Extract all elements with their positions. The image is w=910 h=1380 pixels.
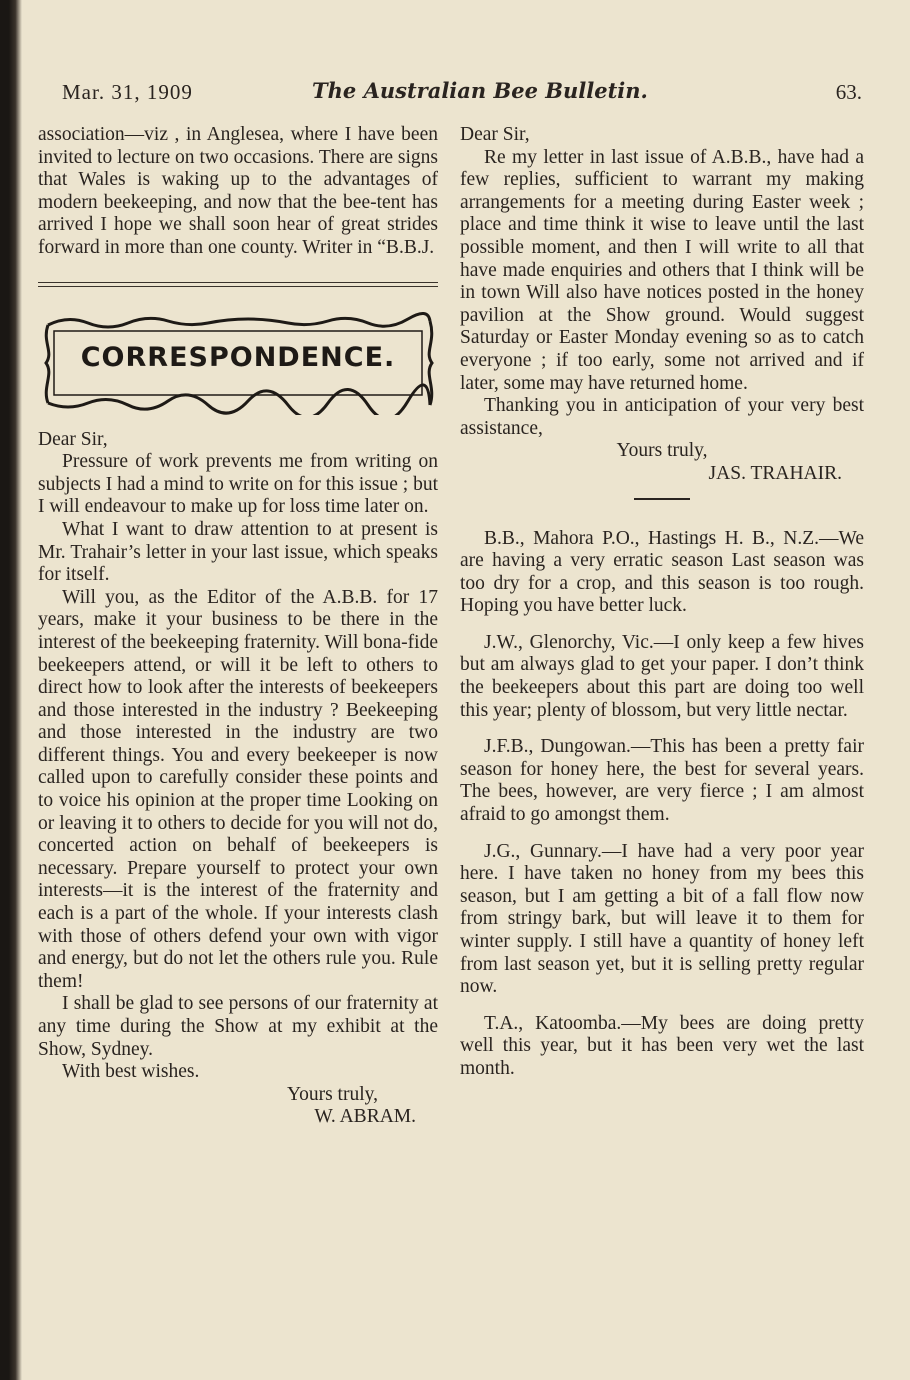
letter-signature: W. ABRAM. [314, 1106, 416, 1128]
publication-title: The Australian Bee Bulletin. [312, 78, 648, 103]
letter-closing: With best wishes. [62, 1061, 200, 1083]
reader-note: J.W., Glenorchy, Vic.—I only keep a few hives but am always glad to get your paper. I don’t think the beekeepers about this part are doing too well this year; plenty of blossom, but very little nectar. [460, 631, 864, 721]
section-divider [38, 282, 438, 287]
issue-date: Mar. 31, 1909 [62, 80, 193, 104]
letter-paragraph: Thanking you in anticipation of your very best assistance, [460, 395, 864, 439]
intro-paragraph: association—viz , in Anglesea, where I have been invited to lecture on two occasions. There are signs that Wales is waking up to the advantages of modern beekeeping, and now that the bee-tent has arrived I hope we shall soon hear of great strides forward in more than one county. Writer in “B.B.J. [38, 124, 438, 258]
reader-note: T.A., Katoomba.—My bees are doing pretty well this year, but it has been very wet the last month. [460, 1012, 864, 1079]
letter-yours-truly: Yours truly, [616, 440, 708, 462]
letter-paragraph: I shall be glad to see persons of our fraternity at any time during the Show at my exhibit at the Show, Sydney. [38, 993, 438, 1060]
reader-note: B.B., Mahora P.O., Hastings H. B., N.Z.—We are having a very erratic season Last season was too dry for a crop, and this season is too rough. Hoping you have better luck. [460, 527, 864, 617]
page-binding-edge [0, 0, 22, 1380]
reader-note: J.F.B., Dungowan.—This has been a pretty fair season for honey here, the best for several years. The bees, however, are very fierce ; I am almost afraid to go amongst them. [460, 736, 864, 826]
letter-signature: JAS. TRAHAIR. [708, 462, 842, 484]
letter-salutation: Dear Sir, [38, 428, 108, 450]
right-column [460, 124, 864, 1081]
page-number: 63. [835, 80, 862, 104]
letter-paragraph: Will you, as the Editor of the A.B.B. for 17 years, make it your business to be there in the interest of the beekeeping fraternity. Will bona-fide beekeepers attend, or will it be left to others to direct how to look after the interests of beekeepers and those interested in the industry ? Beekeeping and those interested in the industry are two different things. You and every beekeeper is now called upon to carefully consider these points and to voice his opinion at the proper time Looking on or leaving it to others to decide for you will not do, concerted action on behalf of beekeepers is necessary. Prepare yourself to protect your own interests—it is the interest of the fraternity and each is a part of the whole. If your interests clash with those of others defend your own with vigor and energy, but do not let the others rule you. Rule them! [38, 586, 438, 992]
short-divider [634, 498, 690, 500]
letter-salutation: Dear Sir, [460, 124, 530, 145]
letter-paragraph: What I want to draw attention to at present is Mr. Trahair’s letter in your last issue, which speaks for itself. [38, 518, 438, 586]
reader-note: J.G., Gunnary.—I have had a very poor year here. I have taken no honey from my bees this season, but I am getting a bit of a fall flow now from stringy bark, but will leave it to them for winter supply. I still have a quantity of honey left from last season yet, but it is selling pretty regular now. [460, 840, 864, 998]
letter-yours-truly: Yours truly, [286, 1083, 378, 1105]
section-title: CORRESPONDENCE. [80, 341, 396, 373]
correspondence-banner [38, 307, 438, 415]
page-header [62, 80, 862, 110]
left-column [38, 124, 438, 1129]
letter-paragraph: Re my letter in last issue of A.B.B., have had a few replies, sufficient to warrant my making arrangements for a meeting during Easter week ; place and time think it wise to leave until the last possible moment, and then I will write to all that have made enquiries and others that I think will be in town Will also have notices posted in the honey pavilion at the Show ground. Would suggest Saturday or Easter Monday evening so as to catch everyone ; if too early, some not arrived and if later, some may have returned home. [460, 146, 864, 394]
letter-paragraph: Pressure of work prevents me from writing on subjects I had a mind to write on for this issue ; but I will endeavour to make up for loss time later on. [38, 451, 438, 518]
